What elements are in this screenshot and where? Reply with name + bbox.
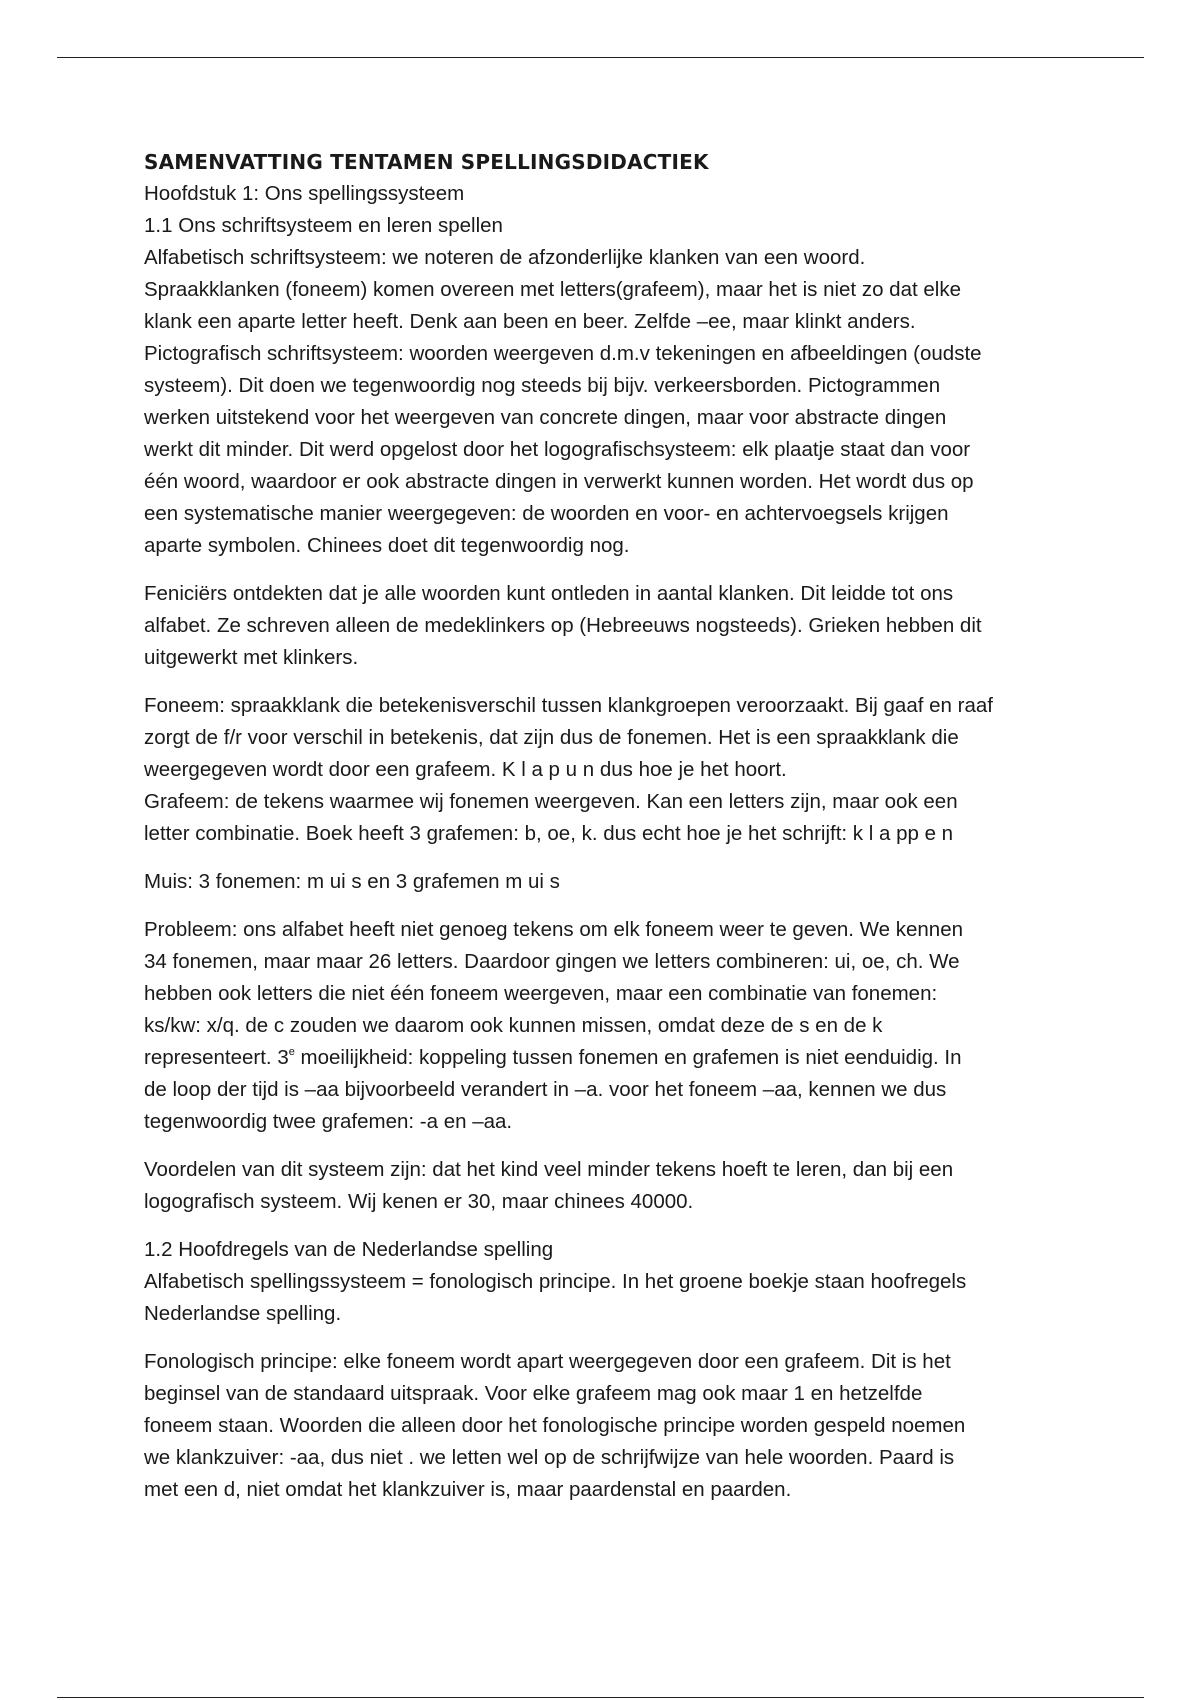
text-line: tegenwoordig twee grafemen: -a en –aa. [144, 1110, 513, 1133]
text-line: een systematische manier weergegeven: de woorden en voor- en achtervoegsels krijgen [144, 502, 949, 525]
text-line: systeem). Dit doen we tegenwoordig nog steeds bij bijv. verkeersborden. Pictogrammen [144, 374, 941, 397]
text-line: hebben ook letters die niet één foneem weergeven, maar een combinatie van fonemen: [144, 982, 938, 1005]
chapter-heading: Hoofdstuk 1: Ons spellingssysteem [144, 182, 465, 205]
text-line: Alfabetisch schriftsysteem: we noteren de afzonderlijke klanken van een woord. [144, 246, 866, 269]
text-line: één woord, waardoor er ook abstracte dingen in verwerkt kunnen worden. Het wordt dus op [144, 470, 974, 493]
text-line: letter combinatie. Boek heeft 3 grafemen: b, oe, k. dus echt hoe je het schrijft: k l a pp e n [144, 822, 954, 845]
text-line: werkt dit minder. Dit werd opgelost door het logografischsysteem: elk plaatje staat dan voor [144, 438, 971, 461]
text-line: de loop der tijd is –aa bijvoorbeeld verandert in –a. voor het foneem –aa, kennen we dus [144, 1078, 947, 1101]
text-line: Fonologisch principe: elke foneem wordt apart weergegeven door een grafeem. Dit is het [144, 1350, 951, 1373]
section-heading-1-1: 1.1 Ons schriftsysteem en leren spellen [144, 214, 503, 237]
text-line: aparte symbolen. Chinees doet dit tegenwoordig nog. [144, 534, 630, 557]
text-fragment: moeilijkheid: koppeling tussen fonemen en grafemen is niet eenduidig. In [294, 1046, 962, 1069]
paragraph-muis: Muis: 3 fonemen: m ui s en 3 grafemen m ui s [144, 870, 560, 893]
paragraph-voordelen [144, 1154, 1069, 1218]
text-line: Grafeem: de tekens waarmee wij fonemen weergeven. Kan een letters zijn, maar ook een [144, 790, 958, 813]
text-line: Feniciërs ontdekten dat je alle woorden kunt ontleden in aantal klanken. Dit leidde tot ons [144, 582, 954, 605]
text-line: we klankzuiver: -aa, dus niet . we letten wel op de schrijfwijze van hele woorden. Paard is [144, 1446, 955, 1469]
text-line: werken uitstekend voor het weergeven van concrete dingen, maar voor abstracte dingen [144, 406, 947, 429]
document-body [144, 146, 1069, 1506]
page-bottom-rule [57, 1697, 1144, 1698]
text-line: Spraakklanken (foneem) komen overeen met letters(grafeem), maar het is niet zo dat elke [144, 278, 961, 301]
text-line: weergegeven wordt door een grafeem. K l a p u n dus hoe je het hoort. [144, 758, 787, 781]
text-line: klank een aparte letter heeft. Denk aan been en beer. Zelfde –ee, maar klinkt anders. [144, 310, 916, 333]
text-line: uitgewerkt met klinkers. [144, 646, 359, 669]
page-top-rule [57, 57, 1144, 58]
superscript: e [288, 1046, 295, 1058]
text-line: met een d, niet omdat het klankzuiver is, maar paardenstal en paarden. [144, 1478, 792, 1501]
text-line: Nederlandse spelling. [144, 1302, 342, 1325]
text-line: Foneem: spraakklank die betekenisverschil tussen klankgroepen veroorzaakt. Bij gaaf en raaf [144, 694, 993, 717]
text-line: logografisch systeem. Wij kenen er 30, maar chinees 40000. [144, 1190, 694, 1213]
text-line: ks/kw: x/q. de c zouden we daarom ook kunnen missen, omdat deze de s en de k [144, 1014, 883, 1037]
paragraph-fonologisch-principe [144, 1346, 1069, 1506]
text-line: alfabet. Ze schreven alleen de medeklinkers op (Hebreeuws nogsteeds). Grieken hebben dit [144, 614, 982, 637]
text-line: beginsel van de standaard uitspraak. Voor elke grafeem mag ook maar 1 en hetzelfde [144, 1382, 923, 1405]
text-fragment: representeert. 3 [144, 1046, 289, 1069]
document-title: SAMENVATTING TENTAMEN SPELLINGSDIDACTIEK [144, 150, 709, 174]
text-line: Voordelen van dit systeem zijn: dat het kind veel minder tekens hoeft te leren, dan bij een [144, 1158, 954, 1181]
text-line: Alfabetisch spellingssysteem = fonologisch principe. In het groene boekje staan hoofregels [144, 1270, 967, 1293]
section-heading-1-2: 1.2 Hoofdregels van de Nederlandse spelling [144, 1238, 554, 1261]
text-line: 34 fonemen, maar maar 26 letters. Daardoor gingen we letters combineren: ui, oe, ch. We [144, 950, 960, 973]
paragraph-probleem [144, 914, 1069, 1138]
text-line: foneem staan. Woorden die alleen door het fonologische principe worden gespeld noemen [144, 1414, 966, 1437]
paragraph-alfabetisch [144, 242, 1069, 562]
text-line: Pictografisch schriftsysteem: woorden weergeven d.m.v tekeningen en afbeeldingen (oudste [144, 342, 982, 365]
paragraph-hoofdregels [144, 1234, 1069, 1330]
text-line: zorgt de f/r voor verschil in betekenis, dat zijn dus de fonemen. Het is een spraakklank die [144, 726, 959, 749]
paragraph-foneem-grafeem [144, 690, 1069, 850]
text-line-with-superscript [144, 1042, 1069, 1074]
paragraph-feniciers [144, 578, 1069, 674]
text-line: Probleem: ons alfabet heeft niet genoeg tekens om elk foneem weer te geven. We kennen [144, 918, 963, 941]
